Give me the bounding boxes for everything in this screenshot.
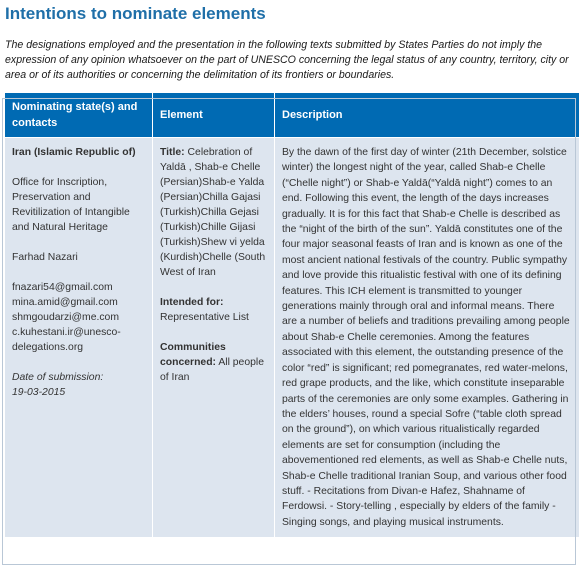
submission-label: Date of submission: <box>12 372 104 383</box>
header-description: Description <box>275 93 580 138</box>
title-label: Title: <box>160 147 185 158</box>
email-1: fnazari54@gmail.com <box>12 282 113 293</box>
intended-value: Representative List <box>160 312 249 323</box>
table-row <box>5 138 580 538</box>
description-cell: By the dawn of the first day of winter (21th December, solstice winter) the longest night of the year, called Shab-e Chelle (“Chelle night”) or Shab-e Yaldā(“Yaldā night”) comes to an end. Following this event, the length of the days increases gradually. It is for this fact that Shab-e Chelle is described as the “night of the birth of the sun”. Yaldā constitutes one of the four major seasonal feasts of Iran and is known as one of the most ancient national festivals of the country. Public sympathy and love provide this ritualistic festival with one of its defining features. This ICH element is transmitted to younger generations mainly through oral and informal means. There are a number of beliefs and traditions prevailing among people about Shab-e Chelle ceremonies. Among the features associated with this element, the outstanding presence of the color “red” is significant; red pomegranates, red water-melons, red grape products, and the like, which constitute inseparable parts of the ceremonies are only some examples. Gathering in the elders’ houses, round a special Sofre (“table cloth spread on the ground”), on which various ritualistically regarded elements are set for consumption (including the abovementioned red elements, as well as Shab-e Chelle nuts, Shab-e Chelle traditional Iranian Soup, and various other food stuff. - Recitations from Divan-e Hafez, Shahname of Ferdowsi. - Story-telling , especially by elders of the family - Singing songs, and playing musical instruments. <box>275 138 580 538</box>
communities <box>160 340 267 385</box>
state-name: Iran (Islamic Republic of) <box>12 147 136 158</box>
email-3: shmgoudarzi@me.com <box>12 312 119 323</box>
element-title <box>160 145 267 280</box>
communities-label: Communities concerned: <box>160 342 226 368</box>
submission-date: 19-03-2015 <box>12 387 66 398</box>
page-title: Intentions to nominate elements <box>5 4 266 23</box>
office-name: Office for Inscription, Preservation and Revitilization of Intangible and Natural Heritage <box>12 177 130 233</box>
element-cell <box>153 138 275 538</box>
nominating-state-cell <box>5 138 153 538</box>
email-2: mina.amid@gmail.com <box>12 297 118 308</box>
header-nominating-state: Nominating state(s) and contacts <box>5 93 153 138</box>
communities-value: All people of Iran <box>160 357 264 383</box>
header-element: Element <box>153 93 275 138</box>
intended-label: Intended for: <box>160 297 224 308</box>
email-4: c.kuhestani.ir@unesco-delegations.org <box>12 327 121 353</box>
title-value: Celebration of Yaldā , Shab-e Chelle (Persian)Shab-e Yalda (Persian)Chilla Gajasi (Turkish)Chilla Gejasi (Turkish)Chille Gijasi (Turkish)Shew vi yelda (Kurdish)Chelle (South West of Iran <box>160 147 266 278</box>
table-header-row <box>5 93 580 138</box>
contact-name: Farhad Nazari <box>12 252 78 263</box>
nominations-table <box>4 92 580 538</box>
disclaimer-text: The designations employed and the presentation in the following texts submitted by States Parties do not imply the expression of any opinion whatsoever on the part of UNESCO concerning the legal status of any country, territory, city or area or of its authorities or concerning the delimitation of its frontiers or boundaries. <box>5 39 569 81</box>
